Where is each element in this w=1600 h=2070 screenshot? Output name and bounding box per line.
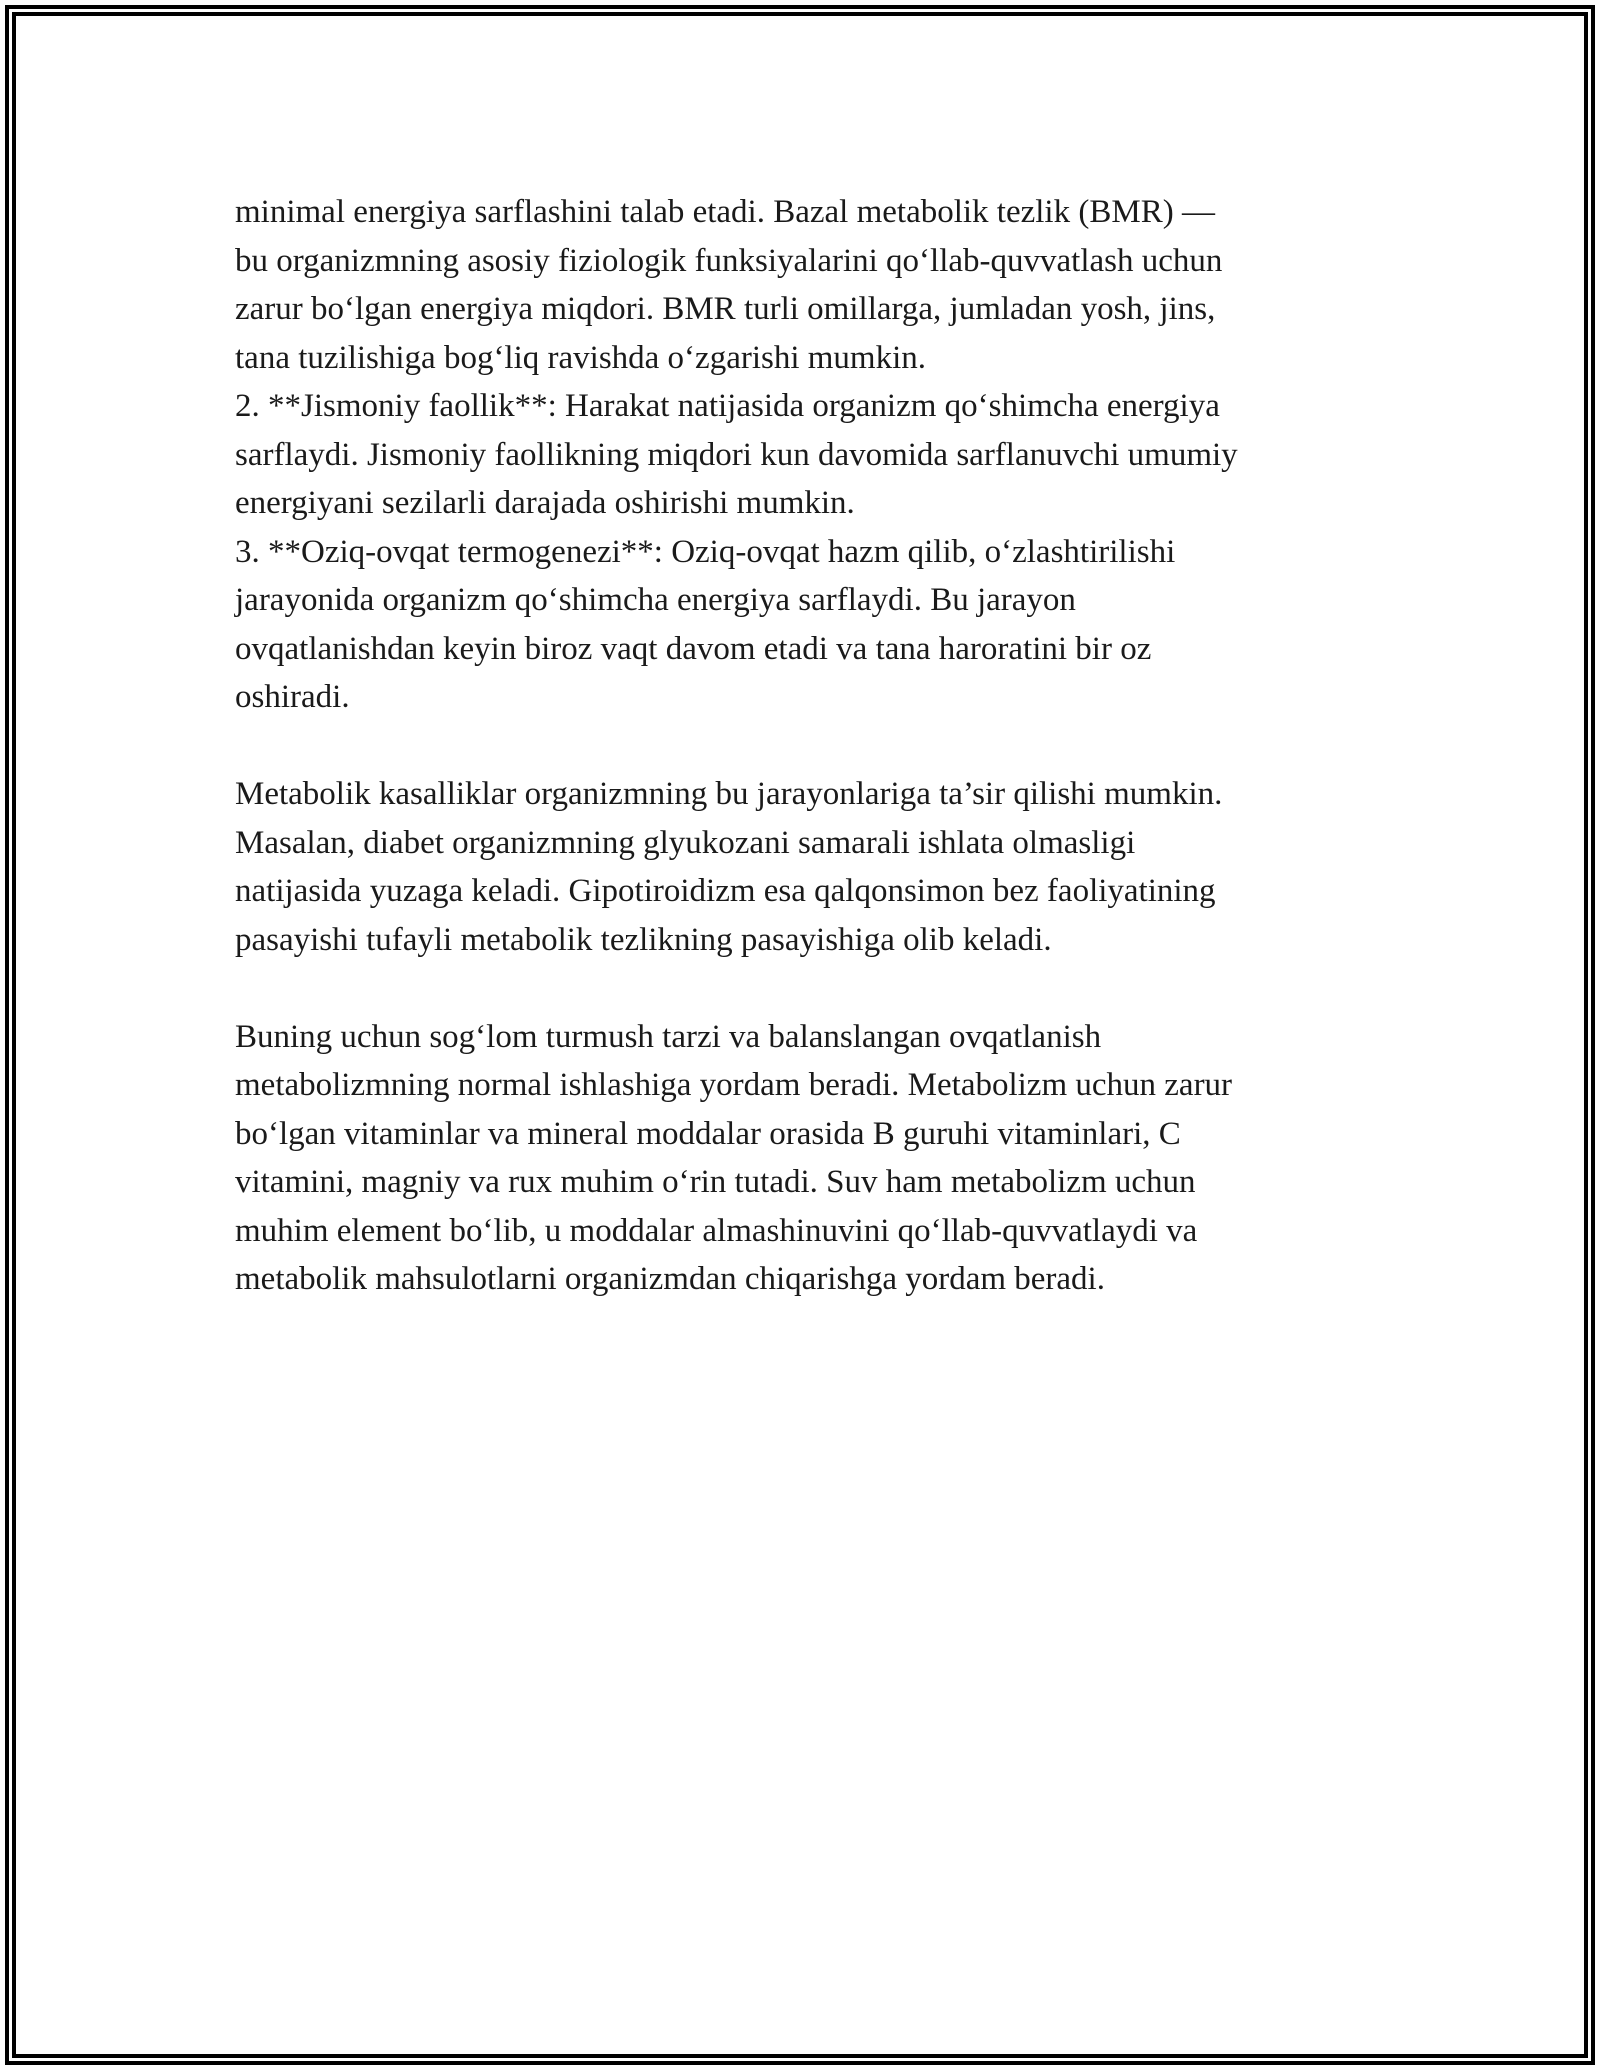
text-line: muhim element bo‘lib, u moddalar almashinuvini qo‘llab-quvvatlaydi va: [235, 1212, 1198, 1249]
text-line: natijasida yuzaga keladi. Gipotiroidizm esa qalqonsimon bez faoliyatining: [235, 873, 1216, 909]
text-line: pasayishi tufayli metabolik tezlikning pasayishiga olib keladi.: [235, 921, 1052, 958]
paragraph-spacer: [235, 722, 1365, 771]
text-line: metabolik mahsulotlarni organizmdan chiqarishga yordam beradi.: [235, 1261, 1105, 1297]
text-line: zarur bo‘lgan energiya miqdori. BMR turli omillarga, jumladan yosh, jins,: [235, 291, 1216, 327]
text-line: Masalan, diabet organizmning glyukozani samarali ishlata olmasligi: [235, 824, 1136, 861]
text-line: bu organizmning asosiy fiziologik funksiyalarini qo‘llab-quvvatlash uchun: [235, 242, 1223, 279]
paragraph-metabolic-diseases: [235, 770, 1365, 964]
paragraph-healthy-lifestyle: [235, 1013, 1365, 1304]
text-line: Metabolik kasalliklar organizmning bu jarayonlariga ta’sir qilishi mumkin.: [235, 776, 1223, 812]
text-line: oshiradi.: [235, 679, 350, 715]
text-line: sarflaydi. Jismoniy faollikning miqdori kun davomida sarflanuvchi umumiy: [235, 436, 1238, 473]
text-line: ovqatlanishdan keyin biroz vaqt davom etadi va tana haroratini bir oz: [235, 630, 1152, 667]
text-line: minimal energiya sarflashini talab etadi. Bazal metabolik tezlik (BMR) —: [235, 194, 1215, 230]
paragraph-bmr-and-energy-components: [235, 188, 1365, 722]
paragraph-spacer: [235, 964, 1365, 1013]
text-line: energiyani sezilarli darajada oshirishi mumkin.: [235, 485, 855, 521]
text-line: jarayonida organizm qo‘shimcha energiya sarflaydi. Bu jarayon: [235, 582, 1076, 618]
text-line: vitamini, magniy va rux muhim o‘rin tutadi. Suv ham metabolizm uchun: [235, 1164, 1196, 1200]
document-body: [235, 188, 1365, 1304]
text-line: tana tuzilishiga bog‘liq ravishda o‘zgarishi mumkin.: [235, 339, 927, 376]
text-line: Buning uchun sog‘lom turmush tarzi va balanslangan ovqatlanish: [235, 1018, 1102, 1055]
text-line: metabolizmning normal ishlashiga yordam beradi. Metabolizm uchun zarur: [235, 1067, 1233, 1103]
text-line: bo‘lgan vitaminlar va mineral moddalar orasida B guruhi vitaminlari, C: [235, 1115, 1181, 1152]
list-item-food-thermogenesis: 3. **Oziq-ovqat termogenezi**: Oziq-ovqat hazm qilib, o‘zlashtirilishi: [235, 533, 1176, 570]
list-item-physical-activity: 2. **Jismoniy faollik**: Harakat natijasida organizm qo‘shimcha energiya: [235, 388, 1220, 424]
